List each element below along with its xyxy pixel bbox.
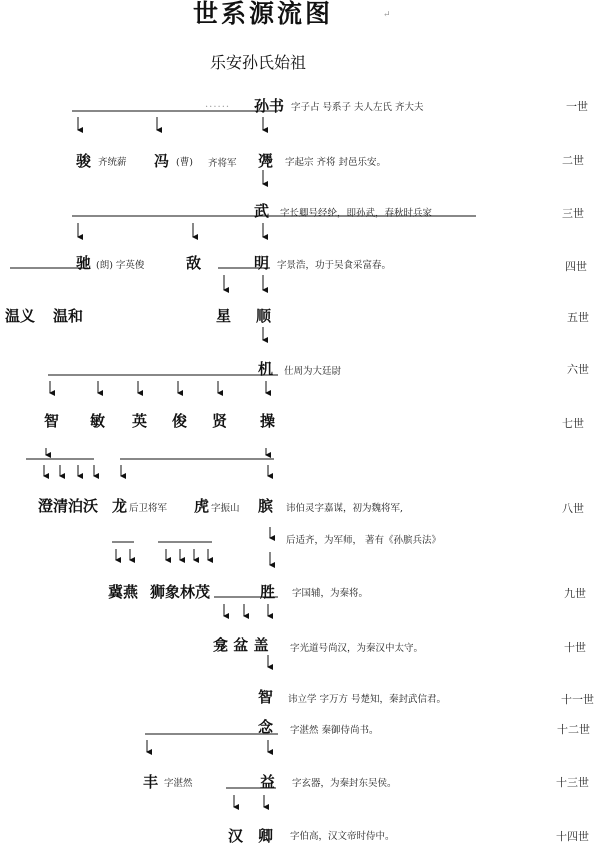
- generation-label: 十世: [564, 641, 586, 654]
- ancestor-name: 贤: [212, 412, 228, 430]
- ancestor-inline-note: 字湛然: [164, 778, 193, 789]
- ancestor-name: 益: [260, 773, 276, 791]
- ancestor-note: 字光道号尚汉，为秦汉中太守。: [290, 643, 424, 654]
- ancestor-inline-note: (朗) 字英俊: [96, 260, 145, 271]
- ancestor-name: 骏: [76, 152, 92, 170]
- ancestor-name: 温义: [5, 307, 36, 325]
- ancestor-name: 驰: [76, 254, 92, 272]
- ancestor-note: 字子占 号系子 夫人左氏 齐大夫: [291, 102, 424, 113]
- ancestor-inline-note: 字振山: [211, 503, 240, 514]
- ancestor-name: 星: [216, 307, 232, 325]
- page-subtitle: 乐安孙氏始祖: [210, 53, 307, 72]
- ancestor-inline-note: (曹): [176, 157, 193, 168]
- ancestor-name: 龙: [112, 497, 128, 515]
- paragraph-mark: ↵: [383, 10, 391, 20]
- ancestor-name: 澄清泊沃: [38, 497, 99, 515]
- generation-label: 八世: [562, 502, 584, 515]
- ancestor-note-continued: 后适齐，为军师， 著有《孙膑兵法》: [286, 535, 442, 546]
- generation-label: 三世: [562, 207, 584, 220]
- ancestor-name: 丰: [143, 773, 159, 791]
- generation-label: 二世: [562, 154, 584, 167]
- ancestor-note: 字国辅，为秦将。: [292, 588, 369, 599]
- ancestor-name: 敌: [186, 254, 202, 272]
- ancestor-name: 智: [44, 412, 60, 430]
- generation-label: 六世: [567, 363, 589, 376]
- ancestor-name: 念: [258, 718, 274, 736]
- ancestor-name: 冯: [154, 152, 170, 170]
- ancestor-name: 卿: [258, 827, 274, 845]
- page-title: 世系源流图: [193, 0, 334, 28]
- ancestor-name: 武: [254, 202, 270, 220]
- generation-label: 十一世: [561, 693, 594, 706]
- generation-label: 九世: [564, 587, 586, 600]
- ancestor-name: 孙书: [254, 97, 285, 115]
- ancestor-name: 胜: [260, 583, 276, 601]
- ancestor-inline-note: 后卫将军: [129, 503, 168, 514]
- ancestor-name: 汉: [228, 827, 244, 845]
- generation-label: 十三世: [556, 776, 589, 789]
- leader-dots: ......: [205, 99, 231, 110]
- ancestor-inline-note: 齐统薪: [98, 157, 127, 168]
- ancestor-note: 字伯高，汉文帝时侍中。: [290, 831, 395, 842]
- ancestor-name: 龛 盆 盖: [213, 636, 269, 654]
- ancestor-name: 狮象林茂: [150, 583, 211, 601]
- ancestor-name: 明: [254, 254, 270, 272]
- generation-label: 四世: [565, 260, 587, 273]
- ancestor-note: 字玄器，为秦封东吴侯。: [292, 778, 397, 789]
- generation-label: 十二世: [557, 723, 590, 736]
- ancestor-name: 膑: [258, 497, 274, 515]
- ancestor-note: 字起宗 齐将 封邑乐安。: [285, 157, 387, 168]
- generation-label: 一世: [566, 100, 588, 113]
- ancestor-note: 讳立学 字万方 号楚知，秦封武信君。: [288, 694, 447, 705]
- ancestor-name: 智: [258, 688, 274, 706]
- ancestor-name: 敏: [90, 412, 106, 430]
- ancestor-name: 虎: [194, 497, 210, 515]
- ancestor-note: 字湛然 秦御侍尚书。: [290, 725, 379, 736]
- ancestor-name: 冀燕: [108, 583, 139, 601]
- ancestor-note: 仕周为大廷尉: [284, 366, 342, 377]
- ancestor-note: 讳伯灵字嘉谋，初为魏将军,: [286, 503, 404, 514]
- generation-label: 五世: [567, 311, 589, 324]
- ancestor-note: 字景浩，功于吴食采富春。: [277, 260, 392, 271]
- ancestor-name: 凴: [258, 152, 274, 170]
- ancestor-name: 英: [132, 412, 148, 430]
- ancestor-name: 机: [258, 360, 274, 378]
- ancestor-name: 温和: [53, 307, 84, 325]
- ancestor-name: 顺: [256, 307, 272, 325]
- generation-label: 十四世: [556, 830, 589, 843]
- ancestor-name: 俊: [172, 412, 188, 430]
- generation-label: 七世: [562, 417, 584, 430]
- ancestor-note: 字长卿号经纶，即孙武，春秋时兵家: [280, 208, 433, 219]
- ancestor-name: 操: [260, 412, 276, 430]
- ancestor-inline-note: 齐将军: [208, 158, 237, 169]
